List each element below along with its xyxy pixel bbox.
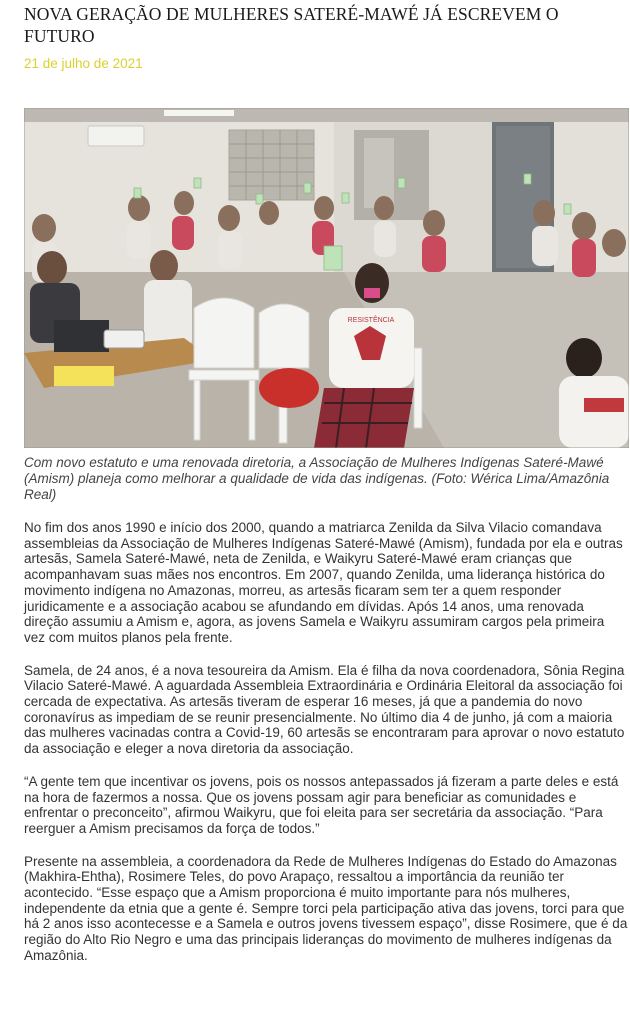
- article-title: NOVA GERAÇÃO DE MULHERES SATERÉ-MAWÉ JÁ ESCREVEM O FUTURO: [24, 4, 559, 46]
- paragraph: Presente na assembleia, a coordenadora da Rede de Mulheres Indígenas do Estado do Amazonas (Makhira-Ehtha), Rosimere Teles, do povo Arapaço, ressaltou a importância da reunião ter acontecido. “Esse espaço que a Amism proporciona é muito importante para nós mulheres, independente da etnia que a gente é. Sempre torci pela participação ativa das jovens, torci para que há 2 anos isso acontecesse e a Samela e outros jovens tivessem espaço”, disse Rosimere, que é da região do Alto Rio Negro e uma das principais lideranças do movimento de mulheres indígenas da Amazônia.: [24, 853, 628, 963]
- article-body: [24, 520, 628, 981]
- article-date: 21 de julho de 2021: [24, 56, 143, 71]
- shirt-print-text: RESISTÊNCIA: [347, 317, 395, 324]
- article: [24, 0, 628, 963]
- photo-caption: Com novo estatuto e uma renovada diretoria, a Associação de Mulheres Indígenas Sateré-Mawé (Amism) planeja como melhorar a qualidade de vida das indígenas. (Foto: Wérica Lima/Amazônia Real): [24, 455, 610, 502]
- paragraph: “A gente tem que incentivar os jovens, pois os nossos antepassados já fizeram a parte deles e está na hora de fazermos a nossa. Que os jovens possam agir para beneficiar as comunidades e enfrentar o preconceito”, afirmou Waikyru, que foi eleita para ser secretária da associação. “Para reerguer a Amism precisamos da força de todos.”: [24, 773, 619, 836]
- paragraph: No fim dos anos 1990 e início dos 2000, quando a matriarca Zenilda da Silva Vilacio comandava assembleias da Associação de Mulheres Indígenas Sateré-Mawé (Amism), fundada por ela e outras artesãs, Samela Sateré-Mawé, neta de Zenilda, e Waikyru Sateré-Mawé eram crianças que acompanhavam suas mães nos encontros. Em 2007, quando Zenilda, uma liderança histórica do movimento indígena no Amazonas, morreu, as artesãs ficaram sem ter a quem responder juridicamente e a associação acabou se afundando em dívidas. Após 14 anos, uma renovada direção assumiu a Amism e, agora, as jovens Samela e Waikyru assumiram cargos pela primeira vez com muitos planos pela frente.: [24, 520, 623, 645]
- article-photo: [24, 108, 629, 448]
- paragraph: Samela, de 24 anos, é a nova tesoureira da Amism. Ela é filha da nova coordenadora, Sônia Regina Vilacio Sateré-Mawé. A aguardada Assembleia Extraordinária e Ordinária Eleitoral da associação foi cercada de expectativa. As artesãs tiveram de esperar 16 meses, já que a pandemia do novo coronavírus as impediam de se reunir presencialmente. No último dia 4 de junho, já com a maioria das mulheres vacinadas contra a Covid-19, 60 artesãs se encontraram para aprovar o novo estatuto da associação e eleger a nova diretoria da associação.: [24, 662, 625, 757]
